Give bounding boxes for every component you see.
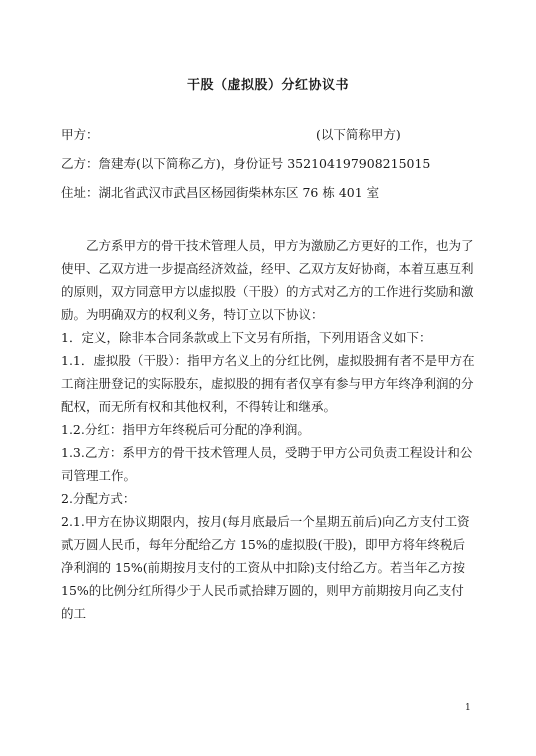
party-a-note: (以下简称甲方): [316, 127, 401, 142]
section-1-3: 1.3.乙方：系甲方的骨干技术管理人员，受聘于甲方公司负责工程设计和公司管理工作。: [61, 445, 473, 483]
section-2-1: 2.1.甲方在协议期限内，按月(每月底最后一个星期五前后)向乙方支付工资贰万圆人民币，每年分配给乙方 15%的虚拟股(干股)，即甲方将年终税后净利润的 15%(前期按月支付的工资从中扣除)支付给乙方。若当年乙方按 15%的比例分红所得少于人民币贰拾肆万圆的，则甲方前期按月向乙支付的工: [61, 514, 470, 621]
section-1: 1．定义，除非本合同条款或上下文另有所指，下列用语含义如下：: [61, 330, 432, 345]
party-a-line: 甲方：: [61, 127, 99, 142]
section-1-2: 1.2.分红：指甲方年终税后可分配的净利润。: [61, 422, 310, 437]
document-title: 干股（虚拟股）分红协议书: [186, 78, 349, 93]
page-number: 1: [465, 703, 471, 713]
intro-paragraph: 乙方系甲方的骨干技术管理人员，甲方为激励乙方更好的工作，也为了使甲、乙双方进一步提高经济效益，经甲、乙双方友好协商，本着互惠互利的原则，双方同意甲方以虚拟股（干股）的方式对乙方的工作进行奖励和激励。为明确双方的权利义务，特订立以下协议：: [61, 238, 474, 322]
party-b-line: 乙方：詹建寿(以下简称乙方)，身份证号 352104197908215015: [61, 156, 431, 171]
address-line: 住址：湖北省武汉市武昌区杨园街柴林东区 76 栋 401 室: [61, 185, 380, 200]
section-1-1: 1.1．虚拟股（干股）：指甲方名义上的分红比例，虚拟股拥有者不是甲方在工商注册登记的实际股东，虚拟股的拥有者仅享有参与甲方年终净利润的分配权，而无所有权和其他权利，不得转让和继承。: [61, 353, 475, 414]
agreement-body: [61, 234, 476, 625]
section-2: 2.分配方式：: [61, 491, 136, 506]
